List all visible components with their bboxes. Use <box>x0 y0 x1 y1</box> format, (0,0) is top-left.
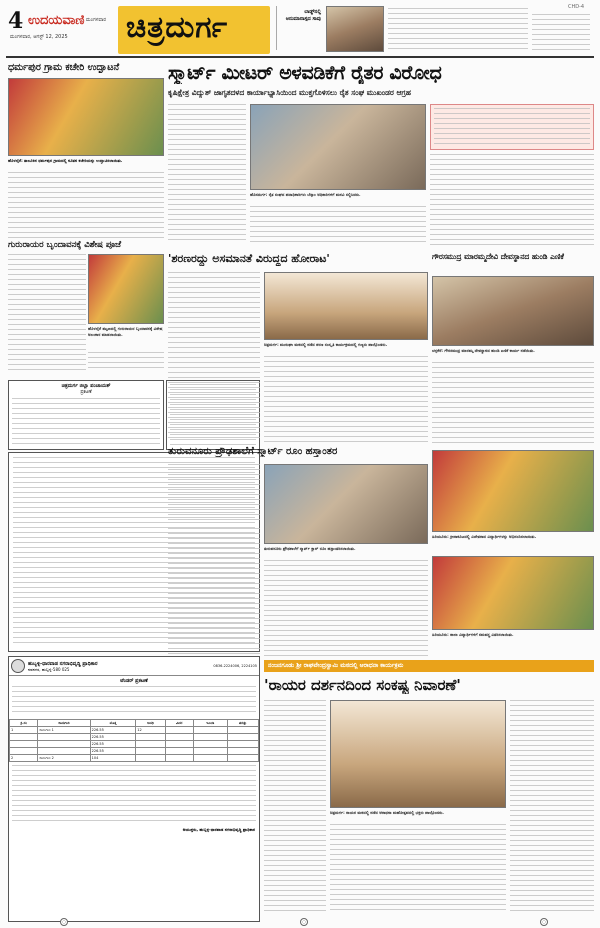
story5-body-col3 <box>168 528 260 656</box>
page-number: 4 <box>8 8 24 34</box>
publication-date: ಮಂಗಳವಾರ, ಆಗಸ್ಟ್ 12, 2025 <box>10 34 68 40</box>
table-row <box>10 748 259 755</box>
th: ಮೊತ್ತ <box>90 720 136 727</box>
table-cell <box>193 755 227 762</box>
table-cell <box>165 741 193 748</box>
paper-name: ಉದಯವಾಣಿ <box>28 13 85 28</box>
registration-mark <box>300 918 308 926</box>
story1-body <box>8 172 164 240</box>
masthead-ad-photo <box>326 6 384 52</box>
story8-body-col1 <box>264 700 326 914</box>
story6-caption: ಹಿರಿಯೂರು: ಕ್ರೀಡಾಕೂಟದಲ್ಲಿ ವಿಜೇತರಾದ ವಿದ್ಯಾರ್ಥಿಗಳನ್ನು ಅಭಿನಂದಿಸಲಾಯಿತು. <box>432 534 537 539</box>
story8-photo <box>330 700 506 808</box>
tender-addr: ನವನಗರ, ಹುಬ್ಬಳ್ಳಿ-580 025 <box>28 666 70 672</box>
emblem-icon <box>11 659 25 673</box>
story1-headline: ಧರ್ಮಪುರ ಗ್ರಾಮ ಕಚೇರಿ ಉದ್ಘಾಟನೆ <box>8 62 120 73</box>
story5-body-col1 <box>168 464 260 524</box>
story2-body-right <box>88 352 164 372</box>
story3-photo <box>264 272 428 340</box>
table-cell <box>227 734 259 741</box>
th: ಅವಧಿ <box>136 720 165 727</box>
notice1-box <box>8 380 164 450</box>
table-cell: 226.55 <box>90 748 136 755</box>
story3-body-col2 <box>264 356 428 442</box>
story8-headline: 'ರಾಯರ ದರ್ಶನದಿಂದ ಸಂಕಷ್ಟ ನಿವಾರಣೆ' <box>264 676 461 694</box>
paper-suffix: ಮಂಗಳವಾರ <box>86 17 107 23</box>
table-cell <box>227 755 259 762</box>
story2-caption: ಹೊಳಲ್ಕೆರೆ ಪಟ್ಟಣದಲ್ಲಿ ಗುರುರಾಯರ ಬೃಂದಾವನಕ್ಕೆ ವಿಶೇಷ ಅಲಂಕಾರ ಮಾಡಲಾಯಿತು. <box>88 326 163 337</box>
tender-table-header <box>10 720 259 727</box>
lead-body-col3 <box>430 154 594 246</box>
table-cell <box>227 727 259 734</box>
lead-photo <box>250 104 426 190</box>
table-cell <box>38 734 90 741</box>
lead-headline: ಸ್ಮಾರ್ಟ್ ಮೀಟರ್ ಅಳವಡಿಕೆಗೆ ರೈತರ ವಿರೋಧ <box>168 62 442 84</box>
table-cell <box>136 748 165 755</box>
masthead-brief-text <box>388 8 528 50</box>
table-cell: 2 <box>10 755 38 762</box>
story4-caption: ಚಳ್ಳಕೆರೆ: ಗೌರಸಮುದ್ರ ಮಾರಮ್ಮ ದೇವಸ್ಥಾನದ ಹುಂಡಿ ಎಣಿಕೆ ಕಾರ್ಯ ನಡೆಯಿತು. <box>432 348 535 353</box>
lead-caption: ಹೊಸದುರ್ಗ: ರೈತ ಸಂಘದ ಪದಾಧಿಕಾರಿಗಳು ಬೆಸ್ಕಾಂ ಅಧಿಕಾರಿಗಳಿಗೆ ಮನವಿ ಸಲ್ಲಿಸಿದರು. <box>250 192 361 197</box>
table-cell <box>136 755 165 762</box>
story5-caption: ತುರುವನೂರು ಪ್ರೌಢಶಾಲೆಗೆ ಸ್ಮಾರ್ಟ್ ಕ್ಲಾಸ್ ರೂಂ ಹಸ್ತಾಂತರಿಸಲಾಯಿತು. <box>264 546 356 551</box>
table-cell <box>193 727 227 734</box>
table-cell <box>10 734 38 741</box>
table-cell: ಕಾಮಗಾರಿ 1 <box>38 727 90 734</box>
story4-photo <box>432 276 594 346</box>
story2-body-left <box>8 254 86 370</box>
story4-body <box>432 362 594 446</box>
registration-mark <box>60 918 68 926</box>
table-cell: 12 <box>136 727 165 734</box>
lead-subhead: ಕೃಷಿಕ್ಷೇತ್ರ ವಿದ್ಯುತ್ ಜಾಗೃತದಳದ ಕಾರ್ಯಾಭ್ಯಾಸಿಯಿಂದ ಮುಕ್ತಗೊಳಿಸಲು ರೈತ ಸಂಘ ಮುಖಂಡರ ಆಗ್ರಹ <box>168 88 411 97</box>
story5-headline: ತುರುವನೂರು ಪ್ರೌಢಶಾಲೆಗೆ ಸ್ಮಾರ್ಟ್ ರೂಂ ಹಸ್ತಾಂತರ <box>168 446 338 457</box>
tender-footer: ಆಯುಕ್ತರು, ಹುಬ್ಬಳ್ಳಿ-ಧಾರವಾಡ ನಗರಾಭಿವೃದ್ಧಿ ಪ್ರಾಧಿಕಾರ <box>182 827 255 832</box>
lead-body-col2 <box>250 206 426 246</box>
table-cell <box>193 734 227 741</box>
story7-caption: ಹಿರಿಯೂರು: ಶಾಲಾ ವಿದ್ಯಾರ್ಥಿಗಳಿಗೆ ಸಮವಸ್ತ್ರ ವಿತರಿಸಲಾಯಿತು. <box>432 632 514 637</box>
masthead-ad-text: ಲಾಡ್ಜ್‌ನಲ್ಲಿ ಅನುಮಾನಾಸ್ಪದ ಸಾವು <box>285 9 321 22</box>
table-row <box>10 734 259 741</box>
table-cell: 104 <box>90 755 136 762</box>
table-cell: ಕಾಮಗಾರಿ 2 <box>38 755 90 762</box>
tender-title: ಟೆಂಡರ್ ಪ್ರಕಟಣೆ <box>120 678 148 684</box>
tender-org: ಹುಬ್ಬಳ್ಳಿ-ಧಾರವಾಡ ನಗರಾಭಿವೃದ್ಧಿ ಪ್ರಾಧಿಕಾರ <box>28 660 98 667</box>
table-cell <box>38 748 90 755</box>
story5-body-col2 <box>264 560 428 656</box>
table-cell <box>165 734 193 741</box>
table-cell <box>227 748 259 755</box>
banner-kicker: ನಂಜನಗೂಡು ಶ್ರೀ ರಾಘವೇಂದ್ರಸ್ವಾಮಿ ಮಠದಲ್ಲಿ ಆರಾಧನಾ ಕಾರ್ಯಕ್ರಮ <box>268 662 404 669</box>
table-cell <box>193 741 227 748</box>
registration-mark <box>540 918 548 926</box>
story1-photo <box>8 78 164 156</box>
table-cell <box>136 741 165 748</box>
tender-phone: 0836-2224006, 2224105 <box>213 664 257 668</box>
table-cell: 226.55 <box>90 727 136 734</box>
story4-headline: ಗೌರಸಮುದ್ರ ಮಾರಮ್ಮದೇವಿ ದೇವಸ್ಥಾನದ ಹುಂಡಿ ಎಣಿಕೆ <box>432 252 564 261</box>
masthead-brief-text-2 <box>532 14 590 50</box>
table-row <box>10 727 259 734</box>
story3-body-col1 <box>168 272 260 442</box>
masthead-ad <box>276 6 324 50</box>
story6-photo <box>432 450 594 532</box>
table-cell: 226.55 <box>90 741 136 748</box>
masthead-rule <box>6 56 594 58</box>
story5-photo <box>264 464 428 544</box>
tender-box <box>8 656 260 922</box>
corner-tag: CHD-4 <box>568 4 585 10</box>
table-cell <box>193 748 227 755</box>
table-cell <box>10 741 38 748</box>
th: ಷರತ್ತು <box>227 720 259 727</box>
section-title: ಚಿತ್ರದುರ್ಗ <box>126 10 229 45</box>
th: ಕಾಮಗಾರಿ <box>38 720 90 727</box>
table-cell: 226.55 <box>90 734 136 741</box>
notice1-sub: ಪ್ರಕಟಣೆ <box>80 390 92 395</box>
table-row <box>10 741 259 748</box>
lead-sidebar <box>430 104 594 150</box>
lead-body-col1 <box>168 104 246 244</box>
table-cell <box>165 727 193 734</box>
story3-headline: 'ಶರಣರದ್ದು ಅಸಮಾನತೆ ವಿರುದ್ಧದ ಹೋರಾಟ' <box>168 252 330 265</box>
story3-caption: ಚಿತ್ರದುರ್ಗ: ಮುರುಘಾ ಮಠದಲ್ಲಿ ನಡೆದ ಶರಣ ಸಂಸ್ಕೃತಿ ಕಾರ್ಯಕ್ರಮದಲ್ಲಿ ಗಣ್ಯರು ಪಾಲ್ಗೊಂಡರು. <box>264 342 388 347</box>
table-cell <box>10 748 38 755</box>
th: ಕ್ರ.ಸಂ <box>10 720 38 727</box>
notice1-title: ಚಿತ್ರದುರ್ಗ ಜಿಲ್ಲಾ ಪಂಚಾಯತ್ <box>61 383 111 389</box>
table-cell <box>38 741 90 748</box>
story8-body-col3 <box>510 700 594 914</box>
table-cell <box>136 734 165 741</box>
table-cell: 1 <box>10 727 38 734</box>
th: ವಿವರ <box>165 720 193 727</box>
table-cell <box>165 748 193 755</box>
story2-headline: ಗುರುರಾಯರ ಬೃಂದಾವನಕ್ಕೆ ವಿಶೇಷ ಪೂಜೆ <box>8 240 122 250</box>
story8-caption: ಚಿತ್ರದುರ್ಗ: ರಾಯರ ಮಠದಲ್ಲಿ ನಡೆದ ಆರಾಧನಾ ಮಹೋತ್ಸವದಲ್ಲಿ ಭಕ್ತರು ಪಾಲ್ಗೊಂಡರು. <box>330 810 444 815</box>
tender-table <box>9 719 259 762</box>
story2-photo <box>88 254 164 324</box>
table-cell <box>165 755 193 762</box>
table-cell <box>227 741 259 748</box>
table-row <box>10 755 259 762</box>
story1-caption: ಹೊಳಲ್ಕೆರೆ: ತಾಲೂಕಿನ ಧರ್ಮಪುರ ಗ್ರಾಮದಲ್ಲಿ ನೂತನ ಕಚೇರಿಯನ್ನು ಉದ್ಘಾಟಿಸಲಾಯಿತು. <box>8 158 123 163</box>
th: ಇಎಂಡಿ <box>193 720 227 727</box>
story8-body-col2 <box>330 824 506 914</box>
story7-photo <box>432 556 594 630</box>
